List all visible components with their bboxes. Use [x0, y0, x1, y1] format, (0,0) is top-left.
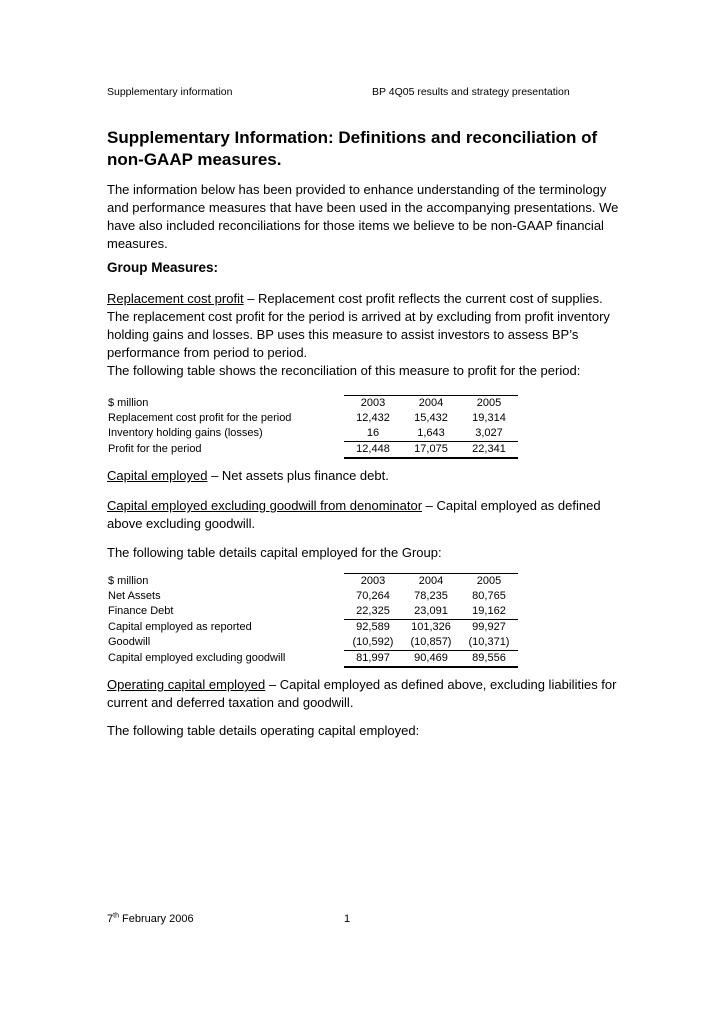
table-header-cell: 2004 — [402, 396, 460, 412]
footer-date — [107, 913, 194, 925]
operating-ce-term: Operating capital employed — [107, 677, 266, 692]
ce-excl-goodwill-term: Capital employed excluding goodwill from denominator — [107, 498, 423, 513]
table-cell: 92,589 — [356, 621, 390, 633]
table-header-row — [106, 574, 518, 590]
row-label: Capital employed as reported — [108, 620, 252, 633]
capital-employed-definition: – Net assets plus finance debt. — [207, 468, 389, 483]
group-measures-heading: Group Measures: — [107, 260, 219, 275]
table-row — [106, 589, 518, 604]
table-row — [106, 442, 518, 459]
table-cell: 22,341 — [460, 442, 518, 459]
table-row — [106, 620, 518, 636]
table-cell: 15,432 — [414, 412, 448, 424]
table-row — [106, 426, 518, 442]
operating-ce-definition: – Capital employed as defined above, excluding liabilities for current and deferred taxation and goodwill. — [107, 677, 617, 710]
operating-ce-paragraph — [107, 676, 627, 712]
table-header-cell: 2003 — [344, 396, 402, 412]
table-cell: 23,091 — [402, 604, 460, 620]
table-cell: 22,325 — [344, 604, 402, 620]
table-cell: 17,075 — [402, 442, 460, 459]
table-cell: 12,448 — [344, 442, 402, 459]
table-cell: 19,162 — [460, 604, 518, 620]
table-cell: 1,643 — [402, 426, 460, 442]
footer-date-suffix: th — [113, 912, 119, 920]
table-row — [106, 651, 518, 668]
table-cell: (10,592) — [344, 635, 402, 651]
table-header-cell: $ million — [108, 574, 149, 587]
row-label: Net Assets — [108, 590, 161, 602]
row-label: Finance Debt — [108, 605, 174, 618]
table-cell: 16 — [344, 426, 402, 442]
row-label: Capital employed excluding goodwill — [108, 652, 286, 665]
table3-intro: The following table details operating capital employed: — [107, 723, 420, 738]
table-row — [106, 635, 518, 651]
table-cell: 80,765 — [472, 590, 506, 602]
header-left: Supplementary information — [107, 86, 233, 98]
table-header-cell: $ million — [108, 396, 149, 409]
table-cell: 99,927 — [472, 621, 506, 633]
intro-paragraph: The information below has been provided to enhance understanding of the terminology and performance measures that have been used in the accompanying presentations. We have also included reconciliations for those items we believe to be non-GAAP financial measures. — [107, 182, 619, 251]
table-header-cell: 2004 — [402, 574, 460, 590]
table-cell: 12,432 — [356, 412, 390, 424]
table-cell: 89,556 — [460, 651, 518, 668]
capital-employed-table — [106, 573, 518, 668]
table-row — [106, 411, 518, 426]
footer-date-day: 7 — [107, 913, 114, 925]
table-header-cell: 2005 — [460, 396, 518, 412]
table-header-cell: 2005 — [460, 574, 518, 590]
rc-profit-table — [106, 395, 518, 459]
table2-intro: The following table details capital employed for the Group: — [107, 545, 442, 560]
rc-profit-term: Replacement cost profit — [107, 291, 244, 306]
table1-intro: The following table shows the reconciliation of this measure to profit for the period: — [107, 363, 581, 378]
table-header-cell: 2003 — [344, 574, 402, 590]
table-cell: 90,469 — [402, 651, 460, 668]
ce-excl-goodwill-paragraph — [107, 497, 627, 533]
row-label: Inventory holding gains (losses) — [108, 427, 263, 440]
rc-profit-paragraph — [107, 290, 627, 362]
table-cell: (10,371) — [460, 635, 518, 651]
row-label: Replacement cost profit for the period — [108, 412, 292, 424]
table-cell: 70,264 — [356, 590, 390, 602]
table-cell: (10,857) — [402, 635, 460, 651]
header-right: BP 4Q05 results and strategy presentation — [372, 86, 570, 98]
table-header-row — [106, 396, 518, 412]
table-cell: 81,997 — [344, 651, 402, 668]
capital-employed-paragraph — [107, 467, 627, 485]
page-title: Supplementary Information: Definitions and reconciliation of non-GAAP measures. — [107, 128, 598, 169]
table-cell: 101,326 — [411, 621, 451, 633]
footer-date-rest: February 2006 — [118, 913, 194, 925]
ce-excl-goodwill-definition: – Capital employed as defined above excluding goodwill. — [107, 498, 601, 531]
table-cell: 78,235 — [414, 590, 448, 602]
table-row — [106, 604, 518, 620]
rc-profit-definition: – Replacement cost profit reflects the current cost of supplies. The replacement cost profit for the period is arrived at by excluding from profit inventory holding gains and losses. BP uses this measure to assist investors to assess BP’s performance from period to period. — [107, 291, 610, 360]
table-cell: 19,314 — [472, 412, 506, 424]
row-label: Goodwill — [108, 636, 151, 649]
row-label: Profit for the period — [108, 443, 202, 456]
table-cell: 3,027 — [460, 426, 518, 442]
capital-employed-term: Capital employed — [107, 468, 208, 483]
page-number: 1 — [344, 913, 351, 925]
